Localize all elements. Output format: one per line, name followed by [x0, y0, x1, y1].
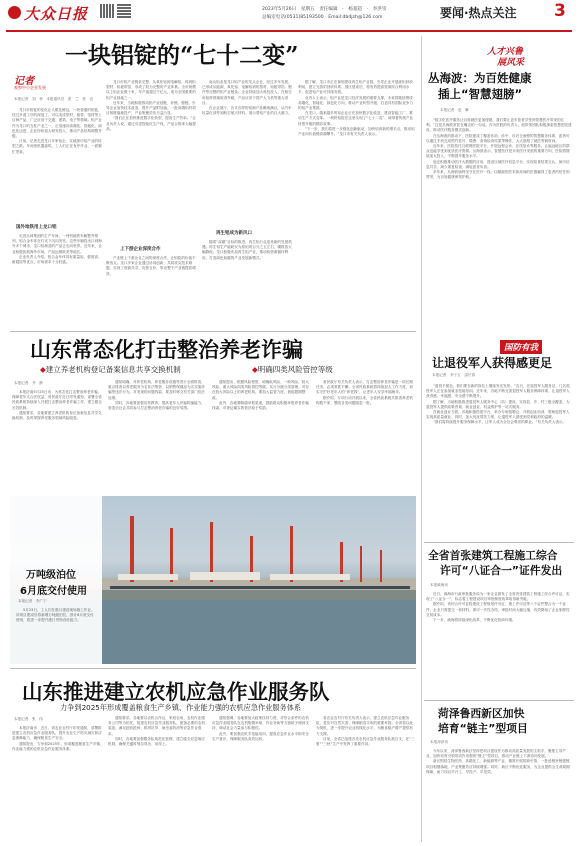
story6-headline-2: 培育“链主”型项目: [438, 722, 528, 735]
story7-col1: 本报济南讯 近日，省农业农村厅印发通知，部署推进建立农机应急作业服务队，提升农业生产防灾减灾和应急保障能力，确保粮食生产安全。 通知提出，力争到2025年，形成覆盖粮食生产乡镇、作业能力强的农机应急作业服务体系。: [12, 726, 104, 751]
story6-headline-1: 菏泽鲁西新区加快: [438, 707, 525, 720]
story4-kicker: 国防有我: [500, 340, 542, 354]
story3-col1: 本报济南5月25日讯 为常态化打击整治养老诈骗，保障老年人合法权益，省民政厅近日印发通知，部署全省民政系统持续深入开展打击整治养老诈骗工作，建立健全长效机制。 通知要求，各地要建立养老机构登记备案信息共享交换机制，及时掌握养老服务领域风险隐患。: [12, 390, 102, 421]
story3-col4: 省民政厅有关负责人表示，打击整治养老诈骗是一项长期任务，必须常抓不懈。全省民政系统将持续加大工作力度，切实守护好老年人的“养老钱”，让老年人安享幸福晚年。 据介绍，专项行动开展以来，全省民政系统共排查养老机构数千家，整改各类问题隐患一批。: [316, 380, 414, 405]
qr-code-1: [100, 4, 114, 18]
story3-headline: 山东常态化打击整治养老诈骗: [30, 337, 303, 362]
reporter-badge-sub: 观察中小企业发展: [14, 85, 46, 90]
story5-headline-2: 许可“八证合一”证件发出: [440, 564, 563, 577]
story2-byline: 本报记者 赵 琳: [440, 108, 469, 112]
story3-col3: 通知提出，根据风险程度，明确低风险、一般风险、较大风险、重大风险四类风险管控等级，实行分级分类管理。对存在较大风险以上的养老机构，要加大监管力度，督促限期整改。 此外，各地要畅通举报渠道，鼓励群众积极举报养老诈骗线索，对查证属实的依法给予奖励。: [212, 380, 310, 411]
reporter-badge: [14, 72, 70, 92]
story7-subhead: 力争到2025年形成覆盖粮食生产乡镇、作业能力强的农机应急作业服务体系: [60, 703, 302, 712]
story3-sub-1: [40, 364, 181, 375]
story4-byline: 本报记者 李子玉 邵长春: [432, 373, 476, 377]
masthead: [0, 0, 580, 36]
talent-kicker: [487, 44, 567, 66]
story1-byline: 本报记者 刘 菲 本报通讯员 张 兰 张 良: [14, 97, 94, 101]
story1-col1-text: 龙口市铝锭的变化让人眼花缭乱，一块普通的铝锭，经过多道工序的深加工，可以变成型材、板带、箔材等上百种产品，广泛应用于交通、建筑、电子等领域。铝产业作为龙口的支柱产业之一，正加速向高端化、智能化、绿色化迈进，企业纷纷加大研发投入，推动产品结构调整升级。 日前，记者走进龙口多家铝企，实地探访铝产业的转型之路。车间里机器轰鸣，工人们正在有序作业，一派繁忙景象。: [12, 108, 102, 154]
story1-subhead-3: 再生铝成为新风口: [216, 231, 252, 236]
story5-byline: 本报威海讯: [430, 583, 448, 587]
newspaper-logo-icon: [8, 6, 21, 19]
story1-headline: 一块铝锭的“七十二变”: [65, 42, 299, 69]
story7-col4: 省农业农村厅有关负责人表示，建立农机应急作业服务队，是应对自然灾害、保障粮食丰收的重要举措。全省将以此为契机，进一步提升农业机械化水平，为粮食稳产增产提供有力支撑。 目前，全省已组建各类农机应急作业服务队数百支，在“三夏”“三秋”生产中发挥了重要作用。: [316, 716, 415, 747]
section-title: 要闻·热点关注: [440, 6, 517, 20]
photo-caption-box: [10, 496, 102, 664]
story2-headline: [428, 70, 568, 102]
page-number: 3: [554, 1, 566, 21]
story1-col2-text-b: 产业链上下游企业之间的深度合作，让铝锭的价值不断放大。龙口多家企业通过协同创新，共同攻克技术难题，实现了资源共享、优势互补，带动整个产业链提质增效。: [106, 256, 196, 276]
photo-byline: 本报记者 李广宁: [18, 599, 47, 603]
story7-col3: 通知强调，各地要加大政策扶持力度，对符合条件的农机应急作业服务队在农机购置补贴、作业补助等方面给予倾斜支持，调动社会力量参与积极性。 此外，要加强农机手技能培训，提高应急作业水平和安全生产意识，保障服务队高效运转。: [212, 716, 310, 741]
story4-headline: 让退役军人获得感更足: [432, 356, 553, 370]
harbor-photo: [10, 496, 416, 664]
issue-meta: 2023年5月26日 星期五 责任编辑 · 杨超超 · 李洪崇: [262, 7, 387, 12]
story1-col1-text-b: 走进丛林集团的生产车间，一列列地铁车厢整齐排列，铝合金车体在灯光下闪闪发亮。这些车厢将出口到海外多个城市，龙口铝制造的产品正走向世界。近年来，企业积极拓展海外市场，产品远销欧美等地区。 企业负责人介绍，铝合金车体具有重量轻、强度高、耐腐蚀等优点，市场需求十分旺盛。: [12, 234, 102, 265]
story3-sub-1-text: 建立养老机构登记备案信息共享交换机制: [45, 365, 181, 374]
story1-col2-text: 龙口市铝产业链条完整，从氧化铝到电解铝，再到铝型材、铝板带箔，形成了较为完整的产业体系。全市规模以上铝企业数十家，年产值超过千亿元，成为全国重要的铝产业基地之一。 近年来，当地积极推动铝产业延链、补链、强链，引导企业加快技术改造，提升产品附加值。一批高端铝材项目相继落地投产，产业集聚效应日益凸显。 “我们正在加快推进数字化转型，提高生产效率。”企业负责人说，通过引进智能化生产线，产品合格率大幅提高。: [106, 80, 196, 131]
story7-byline: 本报记者 张 伟: [14, 717, 43, 721]
story6-text: 今年以来，菏泽鲁西新区坚持把项目建设作为推动高质量发展的主抓手，聚焦主导产业，加快培育引领带动作用强的“链主”型项目，推动产业链上下游协同发展。 新区围绕生物医药、高端化工、新能源等产业，精准开展招商引资，一批延链补链强链项目相继落地，产业集聚效应持续增强。同时，新区不断优化服务，为企业提供全生命周期保障，助力项目早开工、早投产、早见效。: [426, 749, 570, 774]
story4-text: “退役不褪色，我们要在新的岗位上继续发光发热。”近日，在退役军人服务站，几名退役军人正在参加就业技能培训。近年来，各地不断完善退役军人服务保障体系，让退役军人获得感、幸福感、安全感不断提升。 据了解，当地积极推进退役军人服务中心（站）建设，实现县、乡、村三级全覆盖，为退役军人提供政策咨询、就业创业、权益维护等一站式服务。 在就业创业方面，各地积极搭建平台，举办专场招聘会，开展创业培训，帮助退役军人实现高质量就业。同时，加大优抚帮扶力度，让退役军人感受到党和政府的温暖。 “我们将持续提升服务保障水平，让军人成为全社会尊崇的职业。”有关负责人表示。: [426, 384, 570, 425]
story5-headline-1: 全省首张建筑工程施工综合: [428, 549, 558, 562]
reporter-badge-label: 记者: [14, 76, 34, 87]
talent-kicker-1: 人才兴鲁: [487, 47, 524, 57]
story1-subhead-1: 国外地铁用上龙口铝: [16, 225, 57, 230]
story1-col3-text-b: 随着“双碳”目标的推进，再生铝行业迎来新的发展机遇。再生铝生产能耗仅为原铝的百分之五左右，碳排放大幅降低。龙口积极布局再生铝产业，推动铝资源循环利用，打造绿色低碳的产业发展新模式。: [202, 240, 292, 260]
story7-col2: 通知要求，各地要以农机合作社、家庭农场、农机作业服务公司等为依托，组建农机应急作业服务队，配备必要的农机装备，满足抢收抢种、排涝抗旱、病虫害防治等应急作业需求。 同时，各地要加强服务队规范化管理，建立健全应急响应机制，确保关键时刻拉得出、用得上。: [108, 716, 206, 747]
story3-col2: 通知明确，对养老机构、养老服务设施等进行全面排查，重点排查以养老服务为名非法集资、以销售保健品为名实施诈骗等违法行为。对发现的问题线索，要及时移交有关部门依法处理。 同时，各地要加强宣传教育，提高老年人识骗防骗能力，营造全社会共同参与打击整治养老诈骗的良好氛围。: [108, 380, 206, 411]
story2-headline-2: 插上“智慧翅膀”: [438, 87, 523, 101]
story3-byline: 本报记者 齐 静: [14, 381, 43, 385]
story3-sub-2: [252, 364, 333, 375]
story1-col4-text: 据了解，龙口市正在谋划建设再生铝产业园，引导企业开展废铝回收利用，建立完善的回收体系。园区建成后，将有效提高资源综合利用水平，促进铝产业可持续发展。 业内人士表示，铝产业是龙口经济发展的重要支撑，未来将继续围绕高端化、智能化、绿色化方向，推动产业转型升级，打造具有国际竞争力的铝产业集群。 在龙口，越来越多的铝企业正在加快数字化改造，建设智能工厂，推动生产方式变革。一块块铝锭在这里实现了“七十二变”，演绎着传统产业转型升级的精彩故事。 “下一步，我们将进一步强化创新驱动，加快培育新的增长点，推动铝产业向价值链高端攀升。”龙口市有关负责人表示。: [298, 80, 415, 137]
story5-headline: [428, 548, 574, 578]
newspaper-logo: 大众日报: [24, 5, 89, 23]
story7-top-rule: [10, 668, 416, 669]
story5-text: 近日，威海市行政审批服务局为一家企业颁发了全省首张建筑工程施工综合许可证，实现了“八证合一”，标志着工程建设项目审批制度改革取得新突破。 据介绍，该综合许可证将建设工程规划许可证、施工许可证等八个证件整合为一个证件，企业只需提交一套材料，即可一次性办结，审批时间大幅压缩，有效降低了企业制度性交易成本。 下一步，威海将持续深化改革，不断优化营商环境。: [426, 592, 570, 623]
photo-caption-text: 5月23日，工人们在港口建设现场施工作业。该项目建成后将新增万吨级泊位，预计6月底交付使用，将进一步提升港口货物吞吐能力。: [16, 608, 95, 623]
photo-caption-2: 6月底交付使用: [20, 586, 87, 597]
diamond-icon: ◆: [252, 365, 258, 374]
talent-kicker-2: 展风采: [497, 58, 525, 68]
photo-caption-1: 万吨级泊位: [26, 570, 76, 581]
diamond-icon: ◆: [40, 365, 46, 374]
story6-byline: 本报菏泽讯: [430, 740, 448, 744]
story3-sub-2-text: 明确四类风险管控等级: [257, 365, 333, 374]
qr-code-2: [117, 4, 131, 18]
contact-meta: 总编室电话(0531)85193500 Email:dbdjzh@126.com: [262, 15, 383, 20]
story2-headline-1: 丛海波：为百姓健康: [428, 71, 532, 85]
story6-headline: [438, 706, 574, 736]
right-column-rule: [421, 36, 422, 842]
story1-subhead-2: 上下游企业深度合作: [120, 247, 161, 252]
story2-text: “数字化医疗服务让百姓就医更加便捷，我们要让更多患者享受到智慧医疗带来的红利。”这是丛海波常挂在嘴边的一句话。作为医院的负责人，他带领团队积极探索智慧医院建设，推动医疗服务模式创新。 在丛海波的推动下，医院建成了覆盖诊前、诊中、诊后全流程的智慧服务体系，患者可以通过手机完成预约挂号、缴费、查询检查结果等操作，大大缩短了就医等候时间。 近年来，医院依托互联网医院平台，开展远程会诊、在线复诊等服务，让偏远地区的群众也能享受到优质医疗资源。丛海波表示，智慧医疗是未来医疗发展的重要方向，医院将继续加大投入，不断提升服务水平。 他还积极推动医疗大数据的应用，建设区域医疗信息平台，实现检查结果互认、病历信息共享，减少重复检查，减轻患者负担。 多年来，丛海波始终坚守在医疗一线，以精湛的医术和高尚的医德赢得了患者的信任和赞誉，为百姓健康保驾护航。: [426, 118, 572, 180]
story1-col3-text: 南山铝业是龙口铝产业的龙头企业，经过多年发展，已形成从能源、氧化铝、电解铝到铝型材、铝板带箔、锻件等完整的铝产业链条。企业持续加大科技投入，在航空用铝材领域取得突破，产品应用于国产大飞机等重大项目。 在企业展厅，各式各样的铝制产品琳琅满目，从汽车轻量化部件到航空航天材料，展示着铝产业的巨大潜力。: [202, 80, 292, 116]
story3-top-rule: [10, 331, 416, 332]
story7-headline: 山东推进建立农机应急作业服务队: [22, 680, 330, 704]
story6-top-rule: [424, 700, 574, 701]
story5-top-rule: [424, 542, 574, 543]
masthead-rule: [6, 30, 572, 32]
